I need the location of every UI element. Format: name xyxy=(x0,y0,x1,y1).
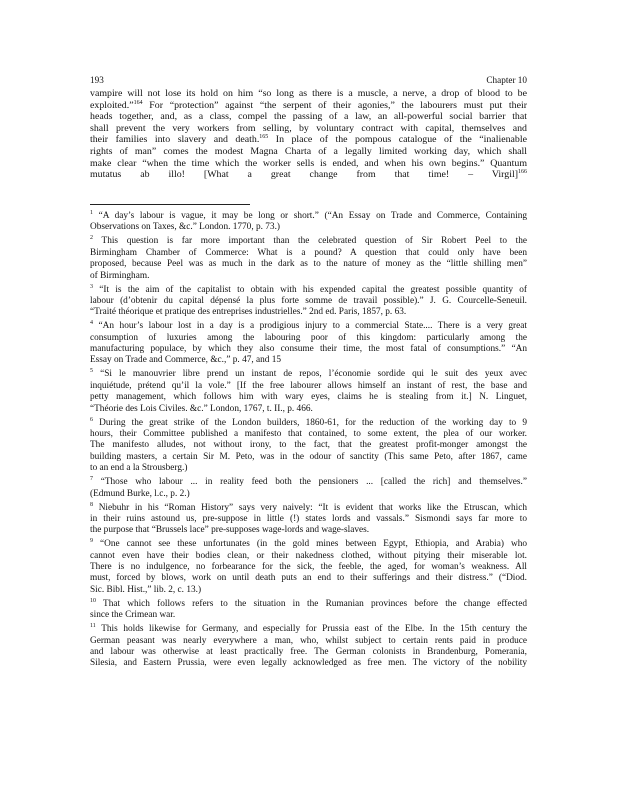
footnote-number: 2 xyxy=(90,235,93,242)
footnote-number: 1 xyxy=(90,210,93,216)
footnote-line: cannot even have their bodies clean, or their nakedness clothed, without pitying their miserable lot. xyxy=(90,550,527,561)
footnote xyxy=(90,599,527,622)
footnote-line: The manifesto alludes, not without irony, to the fact, that the greatest profit-monger amongst the xyxy=(90,440,527,451)
footnote-line: $^3$ “It is the aim of the capitalist to obtain with his expended capital the greatest possible quantity of xyxy=(90,283,527,295)
footnote-line: to an end a la Strousberg.) xyxy=(90,463,188,474)
footnote-line: Silesia, and Eastern Prussia, were even legally acknowledged as free men. The victory of the nobility xyxy=(90,658,527,669)
footnote xyxy=(90,369,527,415)
footnote-line: in their ruins astound us, pre-suppose in little (!) states lords and vassals.” Sismondi says far more to xyxy=(90,513,527,524)
footnote-line: $^8$ Niebuhr in his “Roman History” says very naively: “It is evident that works like the Etruscan, which xyxy=(90,501,527,513)
footnote-line: inquiétude, prétend qu’il la vole.” [If the free labourer allows himself an instant of rest, the base and xyxy=(90,380,527,391)
footnote-number: 9 xyxy=(90,538,93,545)
footnote-number: 8 xyxy=(90,501,93,508)
footnote-line: $^4$ “An hour’s labour lost in a day is a prodigious injury to a commercial State.... There is a very great xyxy=(90,320,527,332)
footnote-line: labour (d’obtenir du capital dépensé la plus forte somme de travail possible).” J. G. Courcelle-Seneuil. xyxy=(90,295,527,306)
footnote-line: Sic. Bibl. Hist.,” lib. 2, c. 13.) xyxy=(90,584,202,595)
footnote-line: There is no indulgence, no forbearance for the sick, the feeble, the aged, for woman’s weakness. All xyxy=(90,562,527,573)
footnote-line: manufacturing populace, by which they also consume their time, the most fatal of consumptions.” “An xyxy=(90,344,527,355)
footnote-line: (Edmund Burke, l.c., p. 2.) xyxy=(90,488,190,499)
footnote-line: must, forced by blows, work on until death puts an end to their sufferings and their distress.” (“Diod. xyxy=(90,573,527,584)
footnote xyxy=(90,418,527,475)
footnote-line: consumption of luxuries among the labouring poor of this kingdom: particularly among the xyxy=(90,332,527,343)
footnote-line: since the Crimean war. xyxy=(90,610,176,621)
body-line: heads together, and, as a class, compel the passing of a law, an all-powerful social barrier that xyxy=(90,111,527,123)
footnote-line: “Traité théorique et pratique des entreprises industrielles.” 2nd ed. Paris, 1857, p. 63. xyxy=(90,307,407,318)
footnote-number: 4 xyxy=(90,320,93,327)
footnote-ref: 165 xyxy=(259,134,269,141)
footnote xyxy=(90,624,527,670)
footnote-line: $^9$ “One cannot see these unfortunates (in the gold mines between Egypt, Ethiopia, and Arabia) who xyxy=(90,538,527,550)
footnote-line: German peasant was nearly everywhere a man, who, whilst subject to certain rents paid in produce xyxy=(90,635,527,646)
footnote-line: “Théorie des Lois Civiles. &c.” London, 1767, t. II., p. 466. xyxy=(90,403,313,414)
footnote-divider xyxy=(90,204,250,205)
footnote xyxy=(90,539,527,596)
body-line: shall prevent the very workers from selling, by voluntary contract with capital, themselves and xyxy=(90,122,527,134)
body-line: rights of man” comes the modest Magna Charta of a legally limited working day, which shall xyxy=(90,145,527,157)
footnote-line: proposed, because Peel was as much in the dark as to the nature of money as the “little shilling men” xyxy=(90,259,527,270)
footnote-line: building masters, a certain Sir M. Peto, was in the odour of sanctity (This same Peto, after 1867, came xyxy=(90,451,527,462)
footnote-number: 3 xyxy=(90,283,93,290)
footnote-line: and labour was otherwise at least practically free. The German colonists in Brandenburg, Pomerania, xyxy=(90,647,527,657)
body-line: vampire will not lose its hold on him “so long as there is a muscle, a nerve, a drop of blood to be xyxy=(90,88,527,99)
footnote-line: of Birmingham. xyxy=(90,270,150,281)
footnote-line: $^{10}$ That which follows refers to the situation in the Rumanian provinces before the change effected xyxy=(90,597,528,609)
footnote xyxy=(90,236,527,282)
footnote-ref: 164 xyxy=(133,99,143,106)
footnote xyxy=(90,321,527,367)
footnote-line: $^1$ “A day’s labour is vague, it may be long or short.” (“An Essay on Trade and Commerce, Containing xyxy=(90,210,527,221)
footnote-number: 7 xyxy=(90,476,93,483)
body-line: mutatus ab illo! [What a great change from that time! – Virgil]$^{166}$ xyxy=(90,169,527,181)
footnote-line: $^7$ “Those who labour ... in reality feed both the pensioners ... [called the rich] and themselves.” xyxy=(90,476,527,488)
footnote-ref: 166 xyxy=(518,169,527,176)
footnote-line: $^6$ During the great strike of the London builders, 1860-61, for the reduction of the working day to 9 xyxy=(90,416,527,428)
body-line: exploited.”$^{164}$ For “protection” against “the serpent of their agonies,” the labourers must put their xyxy=(90,99,527,111)
footnote-number: 10 xyxy=(90,597,96,604)
footnote-line: petty management, which follows him with wary eyes, claims he is stealing from it.] N. Linguet, xyxy=(90,392,527,403)
footnote-number: 5 xyxy=(90,368,93,375)
footnotes-section xyxy=(90,211,527,672)
footnote-line: hours, their Committee published a manifesto that contained, to some extent, the plea of our worker. xyxy=(90,429,527,439)
body-line: make clear “when the time which the worker sells is ended, and when his own begins.” Quantum xyxy=(90,157,527,169)
chapter-label: Chapter 10 xyxy=(486,75,527,85)
footnote-line: Essay on Trade and Commerce, &c.,” p. 47, and 15 xyxy=(90,355,282,366)
footnote-line: Observations on Taxes, &c.” London. 1770, p. 73.) xyxy=(90,222,280,233)
footnote-line: Birmingham Chamber of Commerce: What is a pound? A question that could only have been xyxy=(90,247,527,258)
page-number: 193 xyxy=(90,75,104,85)
running-header xyxy=(90,74,527,86)
footnote-line: $^{11}$ This holds likewise for Germany, and especially for Prussia east of the Elbe. In the 15th century the xyxy=(90,623,527,635)
footnote xyxy=(90,503,527,537)
footnote-line: the purpose that “Brussels lace” pre-supposes wage-lords and wage-slaves. xyxy=(90,525,370,536)
footnote-line: $^5$ “Si le manouvrier libre prend un instant de repos, l’économie sordide qui le suit des yeux avec xyxy=(90,368,527,380)
footnote-line: $^2$ This question is far more important than the celebrated question of Sir Robert Peel to the xyxy=(90,235,528,247)
footnote-number: 6 xyxy=(90,416,93,423)
footnote xyxy=(90,477,527,500)
footnote xyxy=(90,285,527,319)
main-text xyxy=(90,88,527,181)
footnote-number: 11 xyxy=(90,623,96,630)
body-line: their families into slavery and death.$^{165}$ In place of the pompous catalogue of the “inalienable xyxy=(90,134,527,146)
footnote xyxy=(90,211,527,234)
